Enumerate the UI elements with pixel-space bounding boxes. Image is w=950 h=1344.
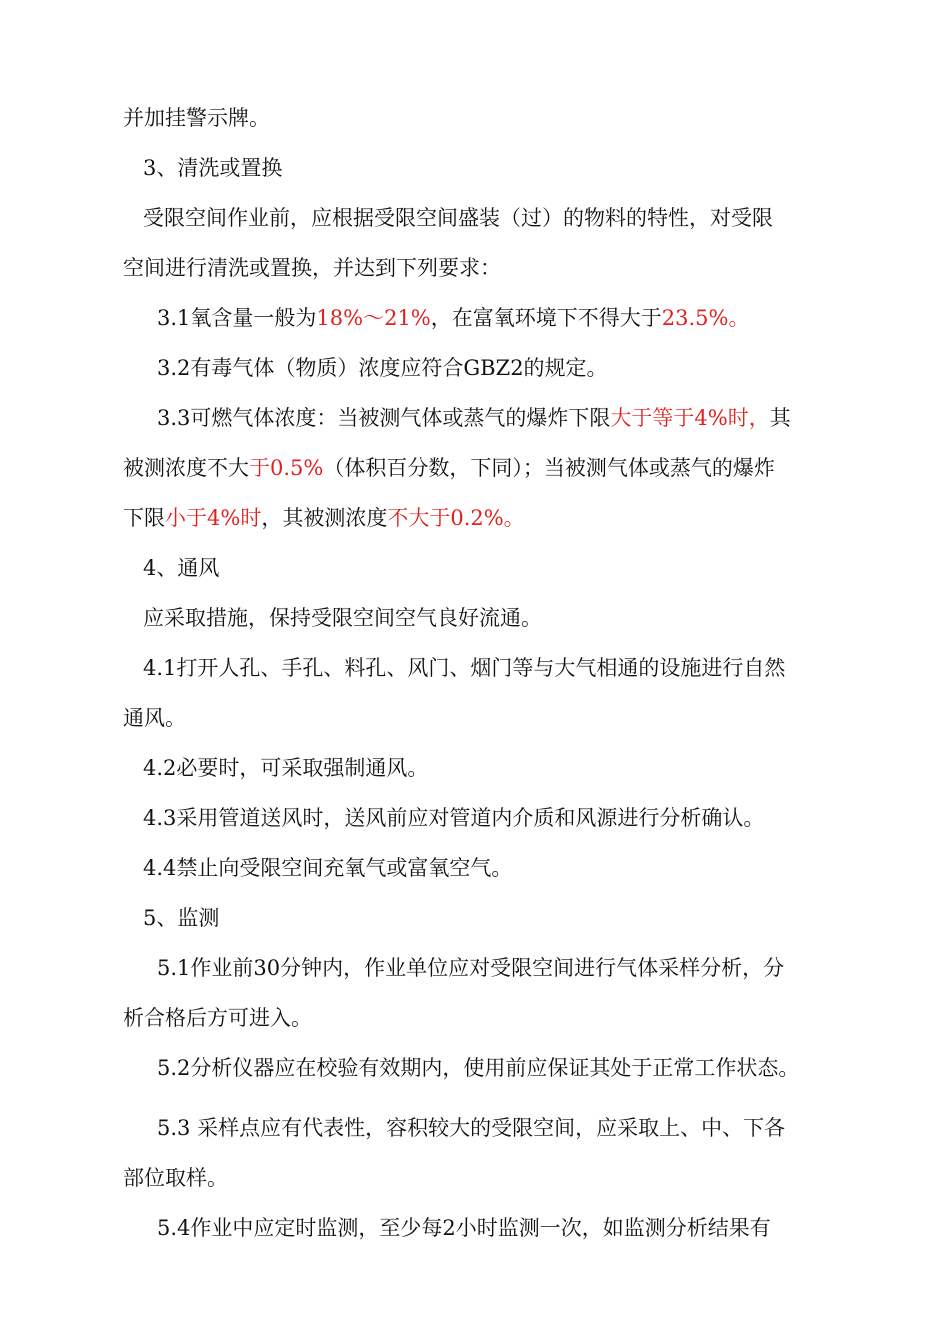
text-line bbox=[123, 103, 950, 133]
text-line bbox=[157, 1113, 832, 1143]
highlighted-value: 大于等于4%时， bbox=[610, 406, 770, 430]
text-segment: （体积百分数，下同）；当被测气体或蒸气的爆炸 bbox=[323, 456, 775, 480]
text-segment: 3.3可燃气体浓度：当被测气体或蒸气的爆炸下限 bbox=[157, 406, 611, 430]
text-segment: 5.3 采样点应有代表性，容积较大的受限空间，应采取上、中、下各 bbox=[157, 1116, 786, 1140]
text-segment: 并加挂警示牌。 bbox=[123, 106, 270, 130]
text-line bbox=[143, 603, 950, 633]
text-segment: 下限 bbox=[123, 506, 165, 530]
text-line bbox=[157, 403, 822, 433]
text-segment: 3、清洗或置换 bbox=[143, 156, 283, 180]
text-segment: ，其被测浓度 bbox=[261, 506, 388, 530]
text-segment: 4.2必要时，可采取强制通风。 bbox=[143, 756, 429, 780]
text-line bbox=[157, 1213, 832, 1243]
text-line bbox=[143, 153, 950, 183]
text-line bbox=[143, 903, 950, 933]
highlighted-value: 于0.5% bbox=[249, 456, 324, 480]
text-line bbox=[123, 1163, 950, 1193]
text-line bbox=[143, 653, 836, 683]
text-line bbox=[123, 1003, 950, 1033]
text-segment: 5.2分析仪器应在校验有效期内，使用前应保证其处于正常工作状态。 bbox=[157, 1056, 800, 1080]
highlighted-value: 23.5%。 bbox=[661, 306, 750, 330]
text-line bbox=[157, 1053, 950, 1083]
text-line bbox=[143, 753, 950, 783]
highlighted-value: 小于4%时 bbox=[165, 506, 262, 530]
text-segment: 5.1作业前30分钟内，作业单位应对受限空间进行气体采样分析，分 bbox=[157, 956, 785, 980]
text-segment: 其 bbox=[769, 406, 791, 430]
text-segment: 5、监测 bbox=[143, 906, 220, 930]
text-line bbox=[157, 953, 822, 983]
text-segment: 4、通风 bbox=[143, 556, 220, 580]
text-segment: 3.2有毒气体（物质）浓度应符合GBZ2的规定。 bbox=[157, 356, 608, 380]
text-line bbox=[143, 203, 836, 233]
text-line bbox=[123, 503, 950, 533]
text-line bbox=[123, 253, 950, 283]
text-segment: 5.4作业中应定时监测，至少每2小时监测一次，如监测分析结果有 bbox=[157, 1216, 771, 1240]
text-segment: 析合格后方可进入。 bbox=[123, 1006, 312, 1030]
text-segment: 3.1氧含量一般为 bbox=[157, 306, 317, 330]
text-segment: 应采取措施，保持受限空间空气良好流通。 bbox=[143, 606, 542, 630]
text-line bbox=[157, 353, 950, 383]
text-line bbox=[143, 803, 950, 833]
text-line bbox=[143, 853, 950, 883]
text-segment: 空间进行清洗或置换，并达到下列要求： bbox=[123, 256, 501, 280]
text-segment: 4.1打开人孔、手孔、料孔、风门、烟门等与大气相通的设施进行自然 bbox=[143, 656, 786, 680]
text-line bbox=[123, 453, 816, 483]
text-segment: 通风。 bbox=[123, 706, 186, 730]
text-segment: 受限空间作业前，应根据受限空间盛装（过）的物料的特性，对受限 bbox=[143, 206, 773, 230]
text-line bbox=[123, 703, 950, 733]
highlighted-value: 不大于0.2%。 bbox=[387, 506, 525, 530]
text-segment: 4.3采用管道送风时，送风前应对管道内介质和风源进行分析确认。 bbox=[143, 806, 765, 830]
text-segment: 4.4禁止向受限空间充氧气或富氧空气。 bbox=[143, 856, 513, 880]
text-segment: 被测浓度不大 bbox=[123, 456, 249, 480]
text-line bbox=[157, 303, 950, 333]
text-line bbox=[143, 553, 950, 583]
text-segment: 部位取样。 bbox=[123, 1166, 228, 1190]
highlighted-value: 18%～21% bbox=[316, 306, 431, 330]
text-segment: ，在富氧环境下不得大于 bbox=[430, 306, 662, 330]
